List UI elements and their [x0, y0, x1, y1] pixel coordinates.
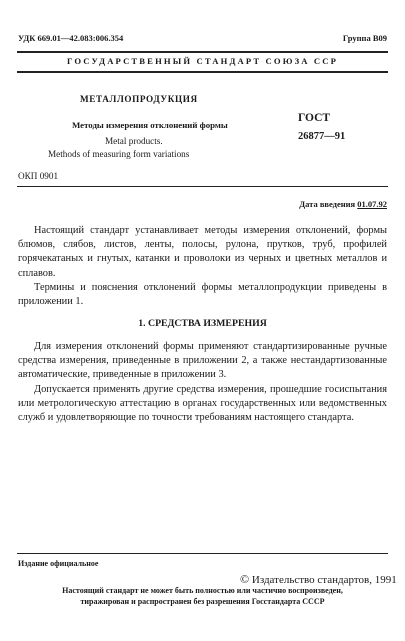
section-heading: 1. СРЕДСТВА ИЗМЕРЕНИЯ — [138, 318, 267, 329]
intro-paragraph-1: Настоящий стандарт устанавливает методы измерения отклонений, формы блюмов, слябов, листов, ленты, полосы, рулона, прутков, труб, профилей горячекатаных и гнутых, катанки и проволоки из черных и цветных металлов и сплавов. — [18, 225, 387, 279]
intro-paragraph-2: Термины и пояснения отклонений формы металлопродукции приведены в приложении 1. — [18, 281, 387, 308]
banner-bottom-rule — [17, 71, 388, 73]
section-1-paragraph-1: Для измерения отклонений формы применяют стандартизированные ручные средства измерения, приведенные в приложении 2, а также нестандартизованные автоматические, приведенные в приложении 3. — [18, 341, 387, 381]
intro-text — [18, 224, 387, 309]
gost-label: ГОСТ — [298, 112, 331, 124]
publisher-name: Издательство стандартов, 1991 — [251, 574, 397, 586]
okp-code: ОКП 0901 — [18, 171, 59, 181]
okp-rule — [17, 186, 388, 187]
official-edition-label: Издание официальное — [18, 559, 99, 568]
group-code: Группа В09 — [342, 33, 387, 43]
effective-date-label: Дата введения — [299, 199, 356, 209]
title-english-line-1: Metal products. — [105, 136, 163, 146]
gost-number: 26877—91 — [298, 131, 346, 142]
notice-line-2: тиражирован и распространен без разрешения Госстандарта СССР — [80, 596, 325, 606]
product-title: МЕТАЛЛОПРОДУКЦИЯ — [80, 94, 198, 104]
copyright-icon: © — [240, 572, 250, 586]
footer-rule — [17, 553, 388, 554]
publisher-copyright — [240, 572, 397, 587]
effective-date — [299, 199, 387, 209]
title-english-line-2: Methods of measuring form variations — [48, 149, 190, 159]
section-1-paragraph-2: Допускается применять другие средства измерения, прошедшие госиспытания или метрологическую аттестацию в органах государственных или ведомственных служб и удовлетворяющие по точности требованиям настоящего стандарта. — [18, 383, 387, 424]
state-standard-banner: ГОСУДАРСТВЕННЫЙ СТАНДАРТ СОЮЗА ССР — [66, 56, 339, 66]
udk-code: УДК 669.01—42.083:006.354 — [18, 33, 124, 43]
notice-line-1: Настоящий стандарт не может быть полностью или частично воспроизведен, — [62, 586, 343, 595]
reproduction-notice — [18, 586, 387, 607]
title-russian: Методы измерения отклонений формы — [72, 120, 228, 130]
banner-top-rule — [17, 51, 388, 53]
effective-date-value: 01.07.92 — [357, 199, 387, 209]
section-1-text — [18, 340, 387, 425]
